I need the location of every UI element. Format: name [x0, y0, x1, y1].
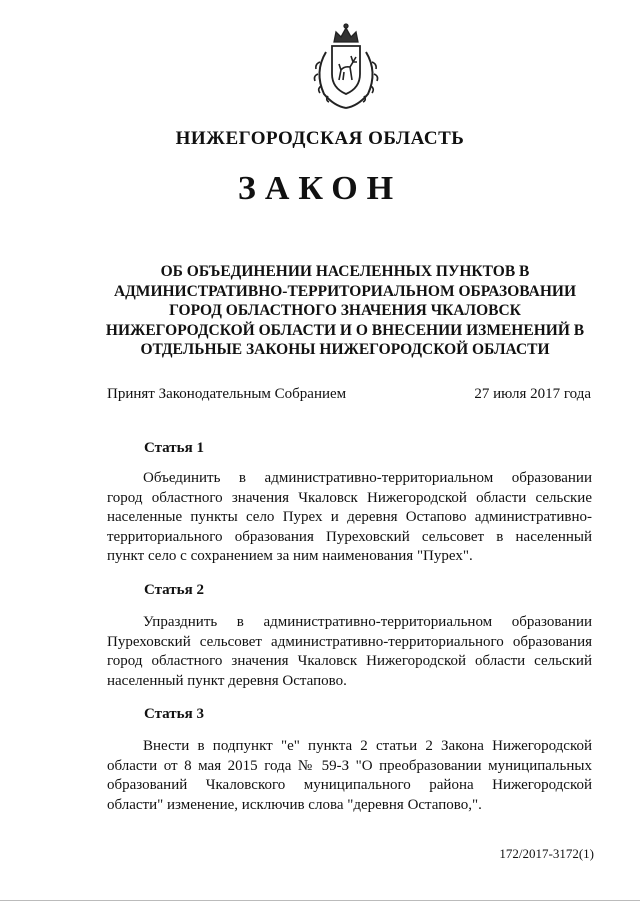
article-1-heading: Статья 1	[144, 440, 204, 456]
text-line: Объединить в административно-территориальном образовании	[143, 470, 592, 486]
text-line: город областного значения Чкаловск Нижегородской области сельский	[107, 653, 592, 670]
law-title	[100, 262, 590, 360]
text-line: образований Чкаловского муниципального района Нижегородской	[107, 777, 592, 794]
article-2-text	[107, 613, 592, 691]
title-line: НИЖЕГОРОДСКОЙ ОБЛАСТИ И О ВНЕСЕНИИ ИЗМЕНЕНИЙ В	[105, 321, 585, 339]
text-line: населенные пункты село Пурех и деревня Остапово административно-	[107, 509, 592, 526]
article-3-heading: Статья 3	[144, 706, 204, 722]
text-line: Упразднить в административно-территориальном образовании	[143, 614, 592, 630]
title-line: ОТДЕЛЬНЫЕ ЗАКОНЫ НИЖЕГОРОДСКОЙ ОБЛАСТИ	[140, 341, 550, 358]
title-line: ГОРОД ОБЛАСТНОГО ЗНАЧЕНИЯ ЧКАЛОВСК	[169, 302, 521, 319]
text-line: области" изменение, исключив слова "деревня Остапово,".	[107, 796, 482, 813]
page-bottom-rule	[0, 900, 640, 901]
text-line: Пуреховский сельсовет административно-территориального образования	[107, 633, 592, 650]
text-line: области от 8 мая 2015 года № 59-З "О преобразовании муниципальных	[107, 757, 592, 774]
adoption-date: 27 июля 2017 года	[474, 386, 591, 402]
text-line: город областного значения Чкаловск Нижегородской области сельские	[107, 489, 592, 506]
article-2-heading: Статья 2	[144, 582, 204, 598]
text-line: населенный пункт деревня Остапово.	[107, 672, 347, 689]
adopted-by: Принят Законодательным Собранием	[107, 386, 347, 402]
text-line: пункт село с сохранением за ним наименования "Пурех".	[107, 548, 473, 565]
text-line: Внести в подпункт "е" пункта 2 статьи 2 Закона Нижегородской	[143, 738, 592, 754]
title-line: ОБ ОБЪЕДИНЕНИИ НАСЕЛЕННЫХ ПУНКТОВ В	[160, 263, 530, 280]
article-3-text	[107, 737, 592, 815]
coat-of-arms-icon	[306, 22, 386, 112]
text-line: территориального образования Пуреховский сельсовет в населенный	[107, 528, 592, 545]
document-type: ЗАКОН	[237, 170, 403, 207]
article-1-text	[107, 469, 592, 567]
region-name: НИЖЕГОРОДСКАЯ ОБЛАСТЬ	[175, 128, 465, 149]
title-line: АДМИНИСТРАТИВНО-ТЕРРИТОРИАЛЬНОМ ОБРАЗОВАНИИ	[113, 282, 577, 300]
document-code: 172/2017-3172(1)	[499, 846, 594, 861]
